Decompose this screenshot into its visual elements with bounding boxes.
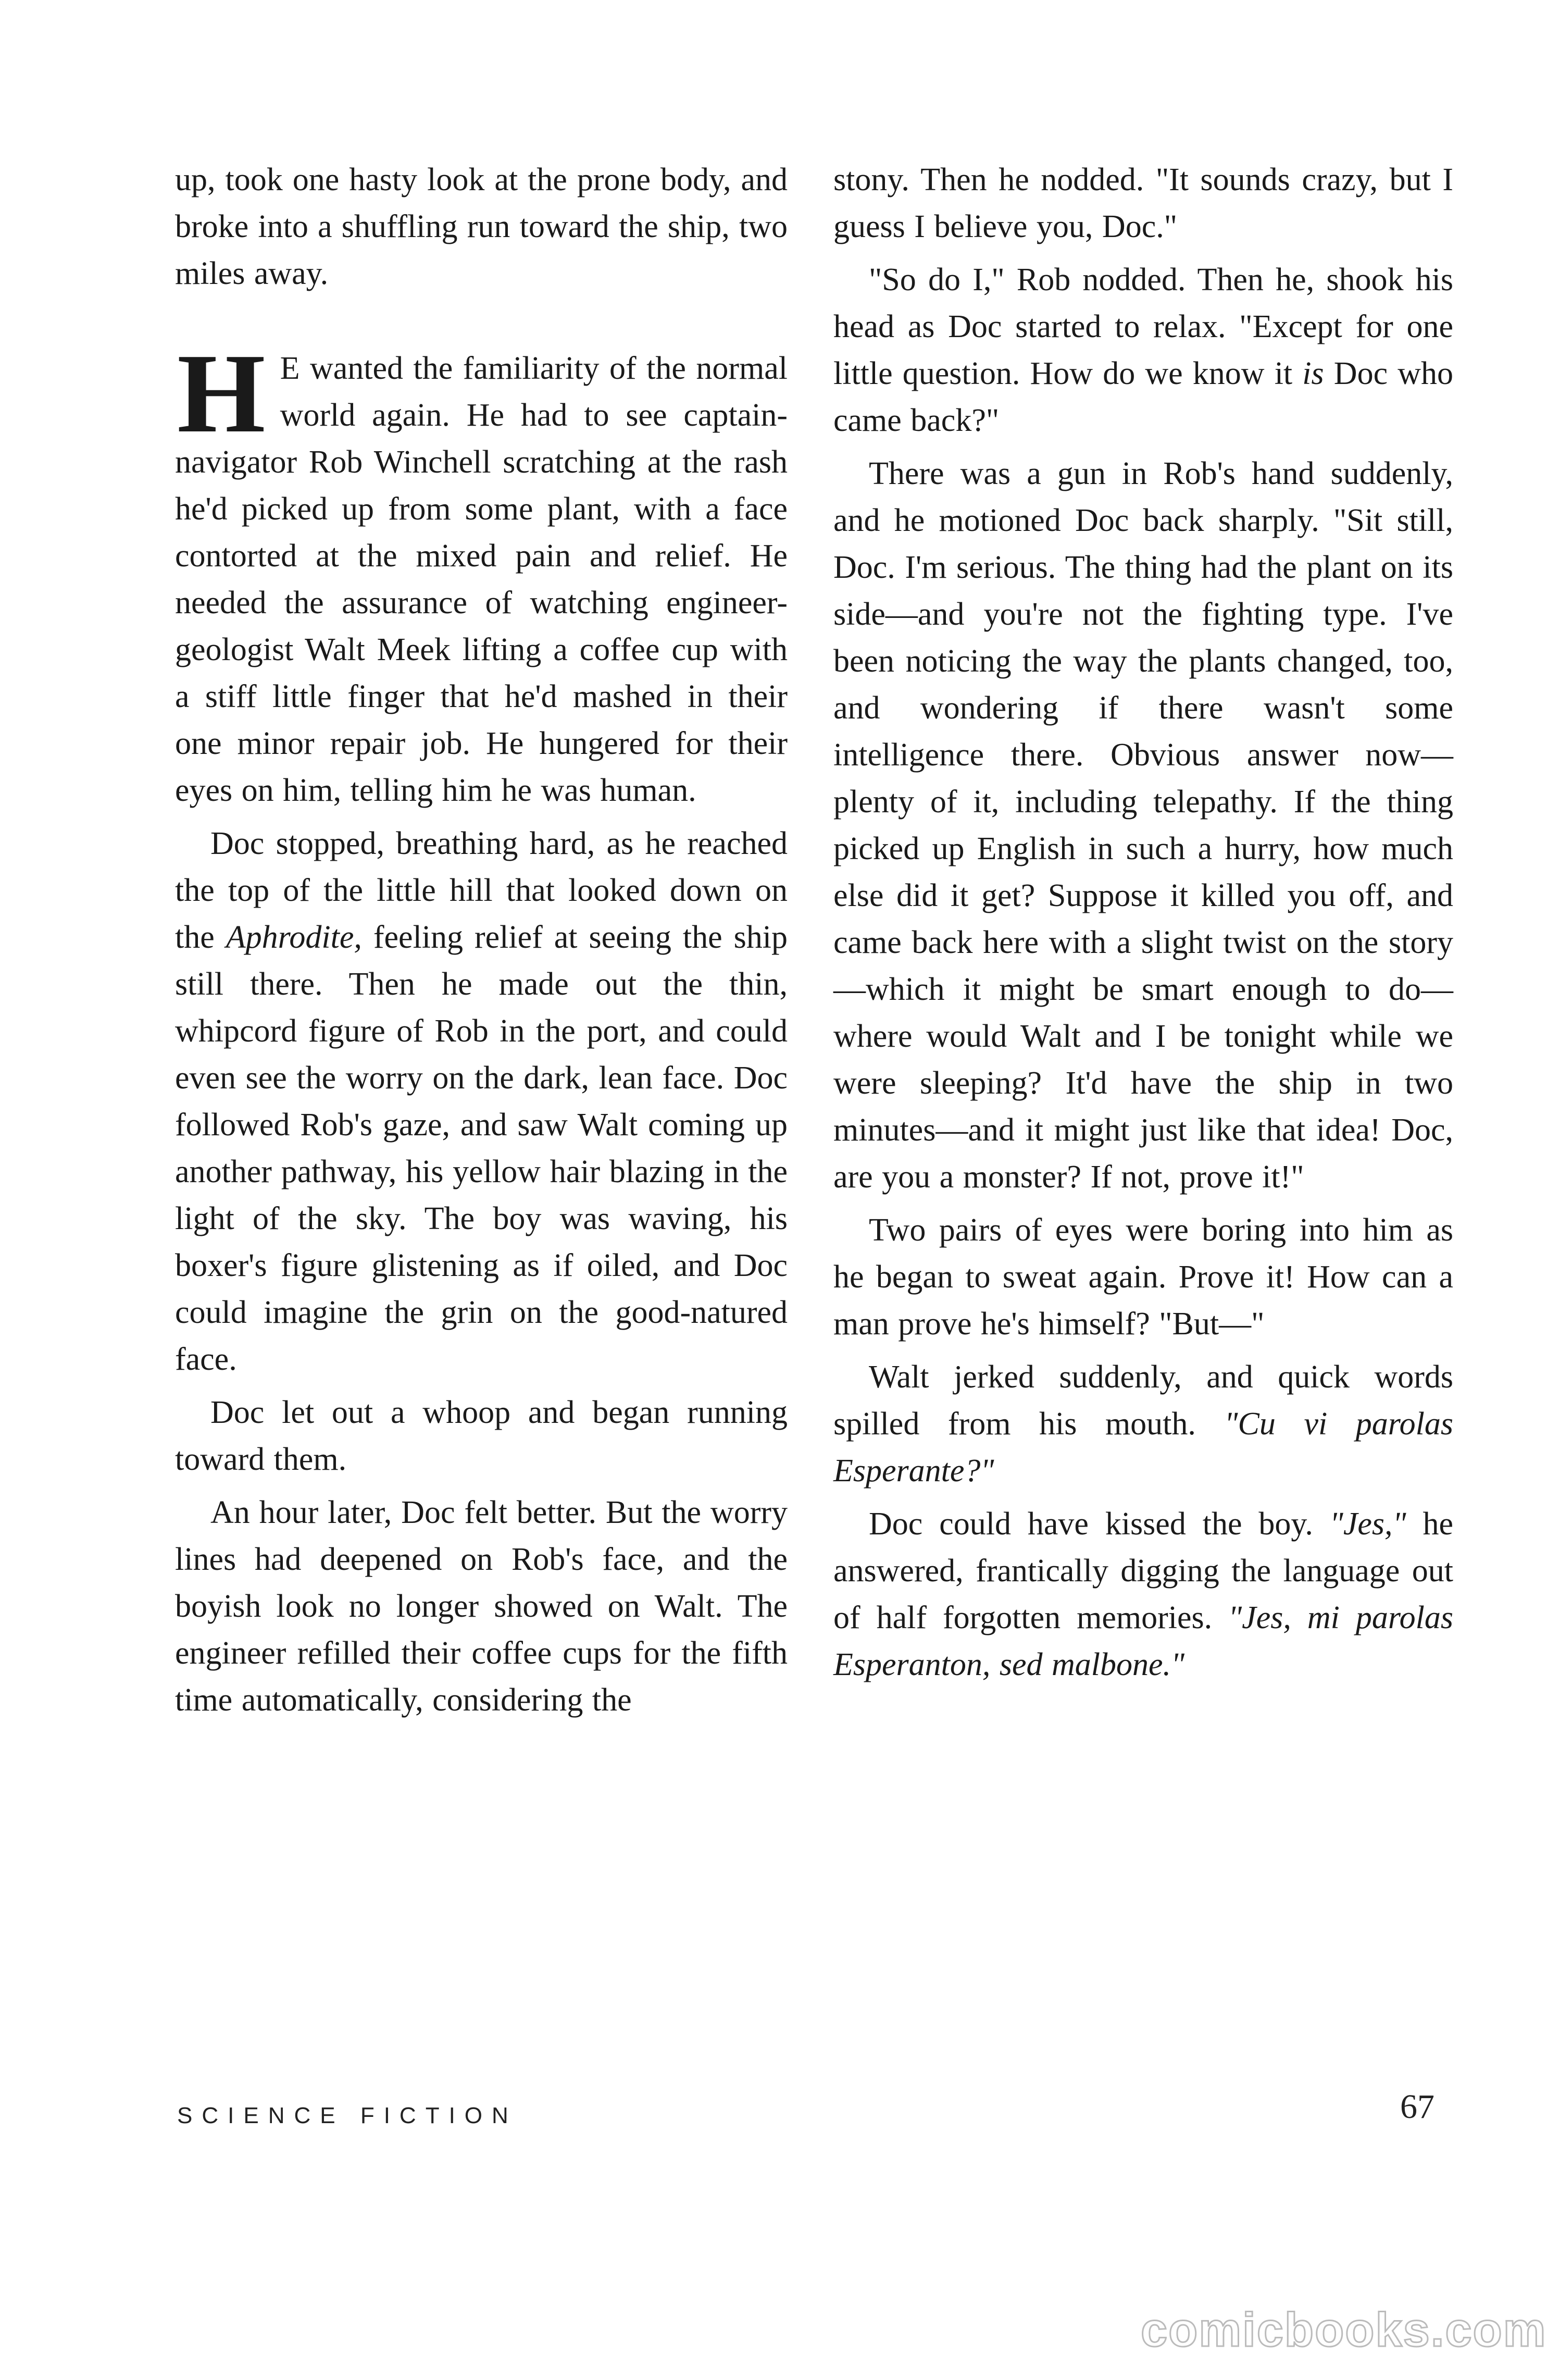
paragraph: Walt jerked suddenly, and quick words spilled from his mouth. "Cu vi parolas Esperante?"	[833, 1359, 1453, 1489]
paragraph: An hour later, Doc felt better. But the worry lines had deepened on Rob's face, and the boyish look no longer showed on Walt. The engineer refilled their coffee cups for the fifth time automatically, considering the	[175, 1495, 788, 1718]
magazine-footer-label: SCIENCE FICTION	[177, 2103, 518, 2128]
paragraph: H E wanted the familiarity of the normal world again. He had to see captain-navigator Rob Winchell scratching at the rash he'd picked up from some plant, with a face contorted at the mixed pain and relief. He needed the assurance of watching engineer-geologist Walt Meek lifting a coffee cup with a stiff little finger that he'd mashed in their one minor repair job. He hungered for their eyes on him, telling him he was human.	[175, 331, 788, 808]
paragraph: Two pairs of eyes were boring into him as he began to sweat again. Prove it! How can a man prove he's himself? "But—"	[833, 1212, 1453, 1342]
watermark: comicbooks.com	[1141, 2303, 1547, 2357]
paragraph: There was a gun in Rob's hand suddenly, and he motioned Doc back sharply. "Sit still, Doc. I'm serious. The thing had the plant on its side—and you're not the fighting type. I've been noticing the way the plants changed, too, and wondering if there wasn't some intelligence there. Obvious answer now—plenty of it, including telepathy. If the thing picked up English in such a hurry, how much else did it get? Suppose it killed you off, and came back here with a slight twist on the story—which it might be smart enough to do—where would Walt and I be tonight while we were sleeping? It'd have the ship in two minutes—and it might just like that idea! Doc, are you a monster? If not, prove it!"	[833, 456, 1453, 1195]
paragraph: stony. Then he nodded. "It sounds crazy, but I guess I believe you, Doc."	[833, 162, 1453, 244]
paragraph: Doc let out a whoop and began running toward them.	[175, 1395, 788, 1477]
left-text-column	[175, 156, 788, 1724]
page-number: 67	[1400, 2088, 1434, 2126]
paragraph: Doc could have kissed the boy. "Jes," he answered, frantically digging the language out of half forgotten memories. "Jes, mi parolas Esperanton, sed malbone."	[833, 1506, 1454, 1682]
right-text-column	[833, 156, 1453, 1688]
paragraph: Doc stopped, breathing hard, as he reached the top of the little hill that looked down on the Aphrodite, feeling relief at seeing the ship still there. Then he made out the thin, whipcord figure of Rob in the port, and could even see the worry on the dark, lean face. Doc followed Rob's gaze, and saw Walt coming up another pathway, his yellow hair blazing in the light of the sky. The boy was waving, his boxer's figure glistening as if oiled, and Doc could imagine the grin on the good-natured face.	[175, 826, 788, 1377]
drop-cap: H	[177, 331, 266, 456]
paragraph: up, took one hasty look at the prone body, and broke into a shuffling run toward the ship, two miles away.	[175, 162, 788, 291]
paragraph: "So do I," Rob nodded. Then he, shook his head as Doc started to relax. "Except for one little question. How do we know it is Doc who came back?"	[833, 262, 1454, 438]
